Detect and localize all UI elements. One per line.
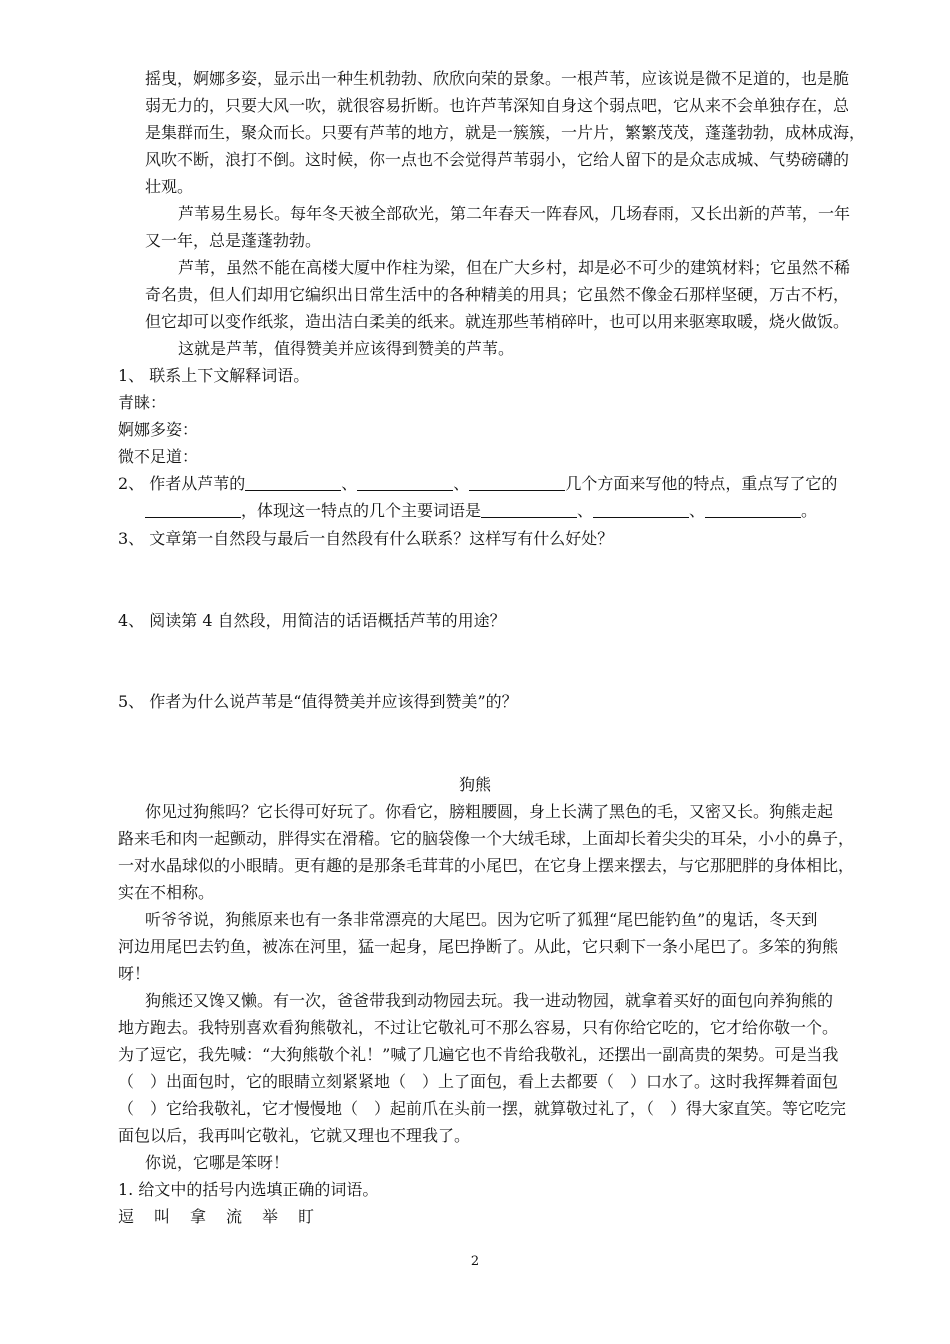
question-5: 5、 作者为什么说芦苇是“值得赞美并应该得到赞美”的？ [118,692,518,711]
passage1-line: 摇曳，婀娜多姿，显示出一种生机勃勃、欣欣向荣的景象。一根芦苇，应该说是微不足道的，也是脆 [145,69,850,88]
passage1-line: 又一年，总是蓬蓬勃勃。 [145,231,322,250]
passage1-line: 弱无力的，只要大风一吹，就很容易折断。也许芦苇深知自身这个弱点吧，它从来不会单独存在，总 [145,96,850,115]
answer-blank[interactable] [705,500,801,518]
passage2-line: 呀！ [118,964,151,983]
passage2-line: 实在不相称。 [118,883,215,902]
answer-blank[interactable] [245,473,341,491]
question-2-cont [145,499,817,523]
passage2-line: 路来毛和肉一起颤动，胖得实在滑稽。它的脑袋像一个大绒毛球，上面却长着尖尖的耳朵，小小的鼻子， [118,829,855,848]
separator: 、 [341,474,358,493]
passage2-line: （ ）出面包时，它的眼睛立刻紧紧地（ ）上了面包，看上去都要（ ）口水了。这时我挥舞着面包 [118,1072,839,1091]
passage2-line: 你见过狗熊吗？它长得可好玩了。你看它，膀粗腰圆，身上长满了黑色的毛，又密又长。狗熊走起 [145,802,834,821]
passage1-line: 芦苇，虽然不能在高楼大厦中作柱为梁，但在广大乡村，却是必不可少的建筑材料；它虽然不稀 [178,258,851,277]
passage1-line: 风吹不断，浪打不倒。这时候，你一点也不会觉得芦苇弱小，它给人留下的是众志成城、气势磅礴的 [145,150,850,169]
question-2-text: 几个方面来写他的特点，重点写了它的 [565,474,838,493]
answer-blank[interactable] [593,500,689,518]
passage2-line: 听爷爷说，狗熊原来也有一条非常漂亮的大尾巴。因为它听了狐狸“尾巴能钓鱼”的鬼话，冬天到 [145,910,818,929]
separator: 、 [689,501,706,520]
passage1-line: 这就是芦苇，值得赞美并应该得到赞美的芦苇。 [178,339,515,358]
word-enuo: 婀娜多姿： [118,420,199,439]
answer-blank[interactable] [357,473,453,491]
passage1-line: 奇名贵，但人们却用它编织出日常生活中的各种精美的用具；它虽然不像金石那样坚硬，万古不朽， [145,285,850,304]
passage2-line: 河边用尾巴去钓鱼，被冻在河里，猛一起身，尾巴挣断了。从此，它只剩下一条小尾巴了。多笨的狗熊 [118,937,839,956]
passage2-line: 一对水晶球似的小眼睛。更有趣的是那条毛茸茸的小尾巴，在它身上摆来摆去，与它那肥胖的身体相比， [118,856,855,875]
passage2-title: 狗熊 [458,775,491,794]
passage2-line: 地方跑去。我特别喜欢看狗熊敬礼，不过让它敬礼可不那么容易，只有你给它吃的，它才给你敬一个。 [118,1018,839,1037]
passage1-line: 是集群而生，聚众而长。只要有芦苇的地方，就是一簇簇，一片片，繁繁茂茂，蓬蓬勃勃，成林成海， [145,123,866,142]
answer-blank[interactable] [481,500,577,518]
word-options: 逗 叫 拿 流 举 盯 [118,1207,317,1226]
word-weibuzudao: 微不足道： [118,447,199,466]
passage2-line: 为了逗它，我先喊：“大狗熊敬个礼！”喊了几遍它也不肯给我敬礼，还摆出一副高贵的架势。可是当我 [118,1045,839,1064]
question-2-text: ，体现这一特点的几个主要词语是 [241,501,482,520]
question-fill-brackets: 1. 给文中的括号内选填正确的词语。 [118,1180,379,1199]
passage2-line: 你说，它哪是笨呀！ [145,1153,290,1172]
question-3: 3、 文章第一自然段与最后一自然段有什么联系？这样写有什么好处？ [118,529,614,548]
passage2-line: （ ）它给我敬礼，它才慢慢地（ ）起前爪在头前一摆，就算敬过礼了，（ ）得大家直笑。等它吃完 [118,1099,847,1118]
question-1: 1、 联系上下文解释词语。 [118,366,310,385]
separator: 、 [453,474,470,493]
passage1-line: 芦苇易生易长。每年冬天被全部砍光，第二年春天一阵春风，几场春雨，又长出新的芦苇，一年 [178,204,851,223]
answer-blank[interactable] [469,473,565,491]
passage1-line: 但它却可以变作纸浆，造出洁白柔美的纸来。就连那些苇梢碎叶，也可以用来驱寒取暖，烧火做饭。 [145,312,850,331]
period: 。 [801,501,818,520]
answer-blank[interactable] [145,500,241,518]
question-2-text: 2、 作者从芦苇的 [118,474,246,493]
separator: 、 [577,501,594,520]
passage2-line: 狗熊还又馋又懒。有一次，爸爸带我到动物园去玩。我一进动物园，就拿着买好的面包向养狗熊的 [145,991,834,1010]
page-number: 2 [470,1254,480,1269]
passage1-line: 壮观。 [145,177,194,196]
word-qinglai: 青睐： [118,393,167,412]
passage2-line: 面包以后，我再叫它敬礼，它就又理也不理我了。 [118,1126,471,1145]
question-4: 4、 阅读第 4 自然段，用简洁的话语概括芦苇的用途？ [118,611,506,630]
question-2 [118,472,837,496]
